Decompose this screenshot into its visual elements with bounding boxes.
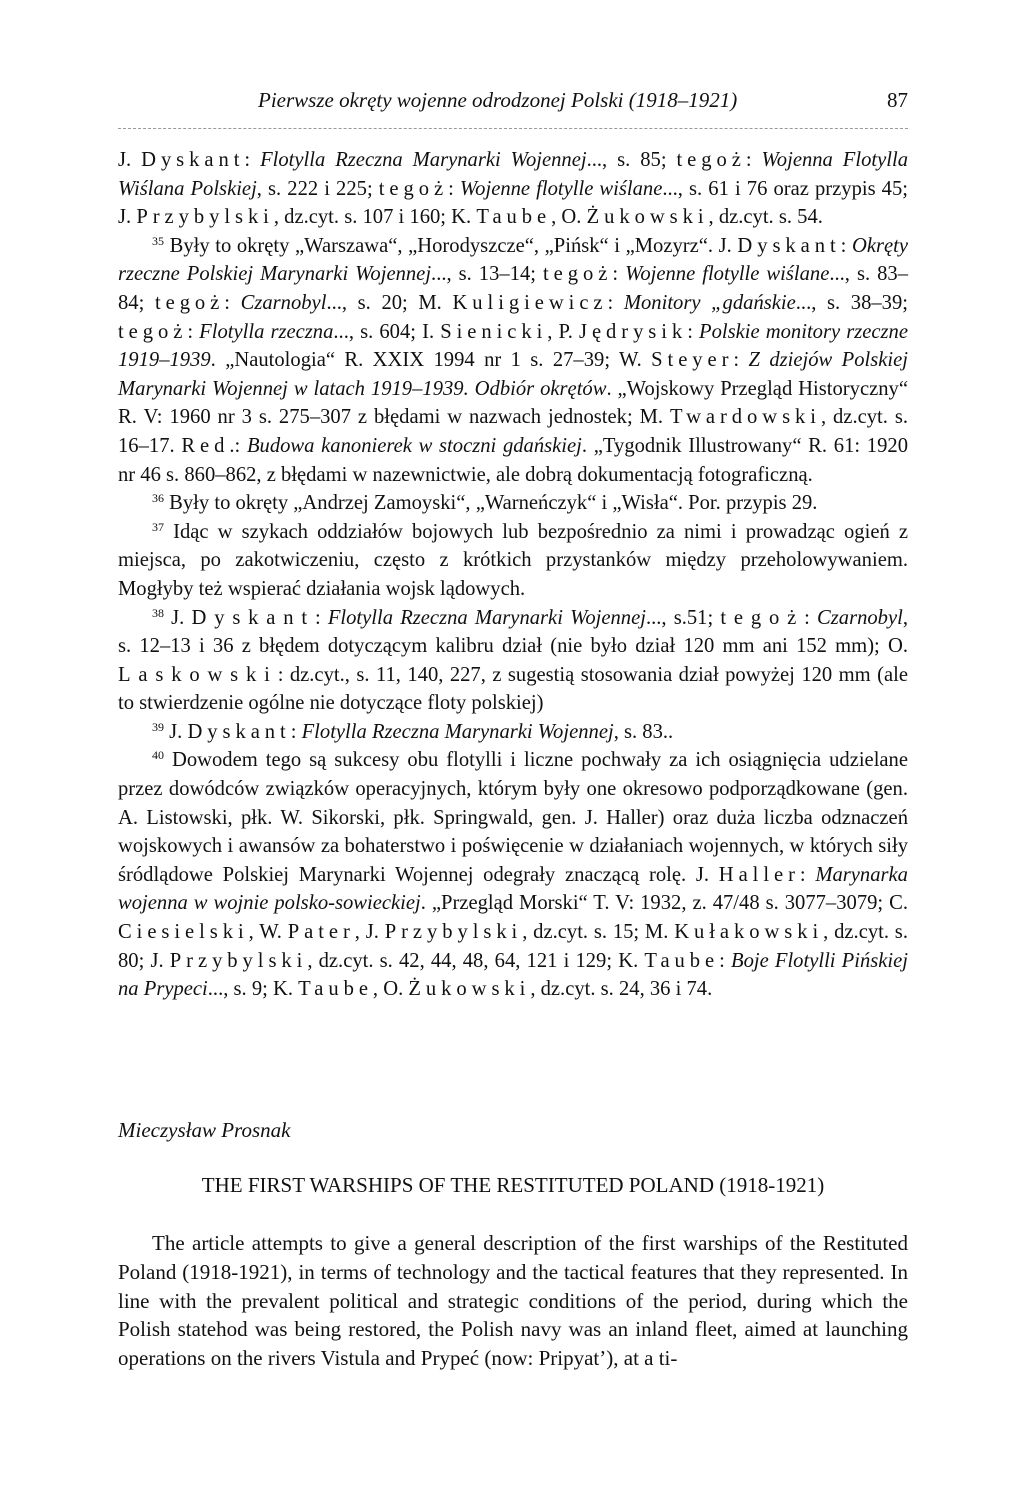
footnote-number: 39 <box>152 719 164 734</box>
footnote-number: 35 <box>152 233 164 248</box>
abstract-paragraph: The article attempts to give a general description of the first warships of the Restituted Poland (1918-1921), in terms of technology and the tactical features that they represented. In line with the prevalent political and strategic conditions of the period, during which the Polish statehod was being restored, the Polish navy was an inland fleet, aimed at launching operations on the rivers Vistula and Prypeć (now: Pripyat’), at a ti- <box>118 1231 908 1371</box>
footnote-number: 37 <box>152 519 164 534</box>
summary-abstract <box>118 1229 908 1373</box>
footnotes <box>118 146 908 1004</box>
footnote-36: $^{36}$ Były to okręty „Andrzej Zamoyski“, „Warneńczyk“ i „Wisła“. Por. przypis 29. <box>152 491 818 515</box>
footnote-number: 38 <box>152 605 164 620</box>
footnote-37: $^{37}$ Idąc w szykach oddziałów bojowych lub bezpośrednio za nimi i prowadząc ogień z miejsca, po zakotwiczeniu, często z krótkich przystanków między przeholowywaniem. Mogłyby też wspierać działania wojsk lądowych. <box>118 519 908 600</box>
footnote-number: 36 <box>152 491 164 506</box>
header-rule <box>118 128 908 129</box>
footnote-35: $^{35}$ Były to okręty „Warszawa“, „Horodyszcze“, „Pińsk“ i „Mozyrz“. J. Dyskant: Okręty rzeczne Polskiej Marynarki Wojennej..., s. 13–14; tegoż: Wojenne flotylle wiślane..., s. 83–84; tegoż: Czarnobyl..., s. 20; M. Kuligiewicz: Monitory „gdańskie..., s. 38–39; tegoż: Flotylla rzeczna..., s. 604; I. Sienicki, P. Jędrysik: Polskie monitory rzeczne 1919–1939. „Nautologia“ R. XXIX 1994 nr 1 s. 27–39; W. Steyer: Z dziejów Polskiej Marynarki Wojennej w latach 1919–1939. Odbiór okrętów. „Wojskowy Przegląd Historyczny“ R. V: 1960 nr 3 s. 275–307 z błędami w nazwach jednostek; M. Twardowski, dz.cyt. s. 16–17. Red.: Budowa kanonierek w stoczni gdańskiej. „Tygodnik Illustrowany“ R. 61: 1920 nr 46 s. 860–862, z błędami w nazewnictwie, ale dobrą dokumentacją fotograficzną. <box>118 233 909 486</box>
summary-author: Mieczysław Prosnak <box>118 1118 291 1142</box>
footnote-number: 40 <box>152 748 164 763</box>
footnote-34-continued: J. Dyskant: Flotylla Rzeczna Marynarki Wojennej..., s. 85; tegoż: Wojenna Flotylla Wiślana Polskiej, s. 222 i 225; tegoż: Wojenne flotylle wiślane..., s. 61 i 76 oraz przypis 45; J. Przybylski, dz.cyt. s. 107 i 160; K. Taube, O. Żukowski, dz.cyt. s. 54. <box>118 149 908 229</box>
footnote-40: $^{40}$ Dowodem tego są sukcesy obu flotylli i liczne pochwały za ich osiągnięcia udzielane przez dowódców związków operacyjnych, którym były one okresowo podporządkowane (gen. A. Listowski, płk. W. Sikorski, płk. Springwald, gen. J. Haller) oraz duża liczba odznaczeń wojskowych i awansów za bohaterstwo i poświęcenie w działaniach wojennych, w których siły śródlądowe Polskiej Marynarki Wojennej odegrały znaczącą rolę. J. Haller: Marynarka wojenna w wojnie polsko-sowieckiej. „Przegląd Morski“ T. V: 1932, z. 47/48 s. 3077–3079; C. Ciesielski, W. Pater, J. Przybylski, dz.cyt. s. 15; M. Kułakowski, dz.cyt. s. 80; J. Przybylski, dz.cyt. s. 42, 44, 48, 64, 121 i 129; K. Taube: Boje Flotylli Pińskiej na Prypeci..., s. 9; K. Taube, O. Żukowski, dz.cyt. s. 24, 36 i 74. <box>118 748 908 1001</box>
page-number: 87 <box>887 88 908 112</box>
footnote-38: $^{38}$ J. Dyskant: Flotylla Rzeczna Marynarki Wojennej..., s.51; tegoż: Czarnobyl, s. 12–13 i 36 z błędem dotyczącym kalibru dział (nie było dział 120 mm ani 152 mm); O. Laskowski: dz.cyt., s. 11, 140, 227, z sugestią stosowania dział powyżej 120 mm (ale to stwierdzenie ogólne nie dotyczące floty polskiej) <box>118 605 908 715</box>
summary-title: THE FIRST WARSHIPS OF THE RESTITUTED POLAND (1918-1921) <box>201 1173 825 1197</box>
running-title: Pierwsze okręty wojenne odrodzonej Polski (1918–1921) <box>258 88 738 112</box>
footnote-39: $^{39}$ J. Dyskant: Flotylla Rzeczna Marynarki Wojennej, s. 83.. <box>152 719 674 743</box>
running-header <box>118 88 908 122</box>
